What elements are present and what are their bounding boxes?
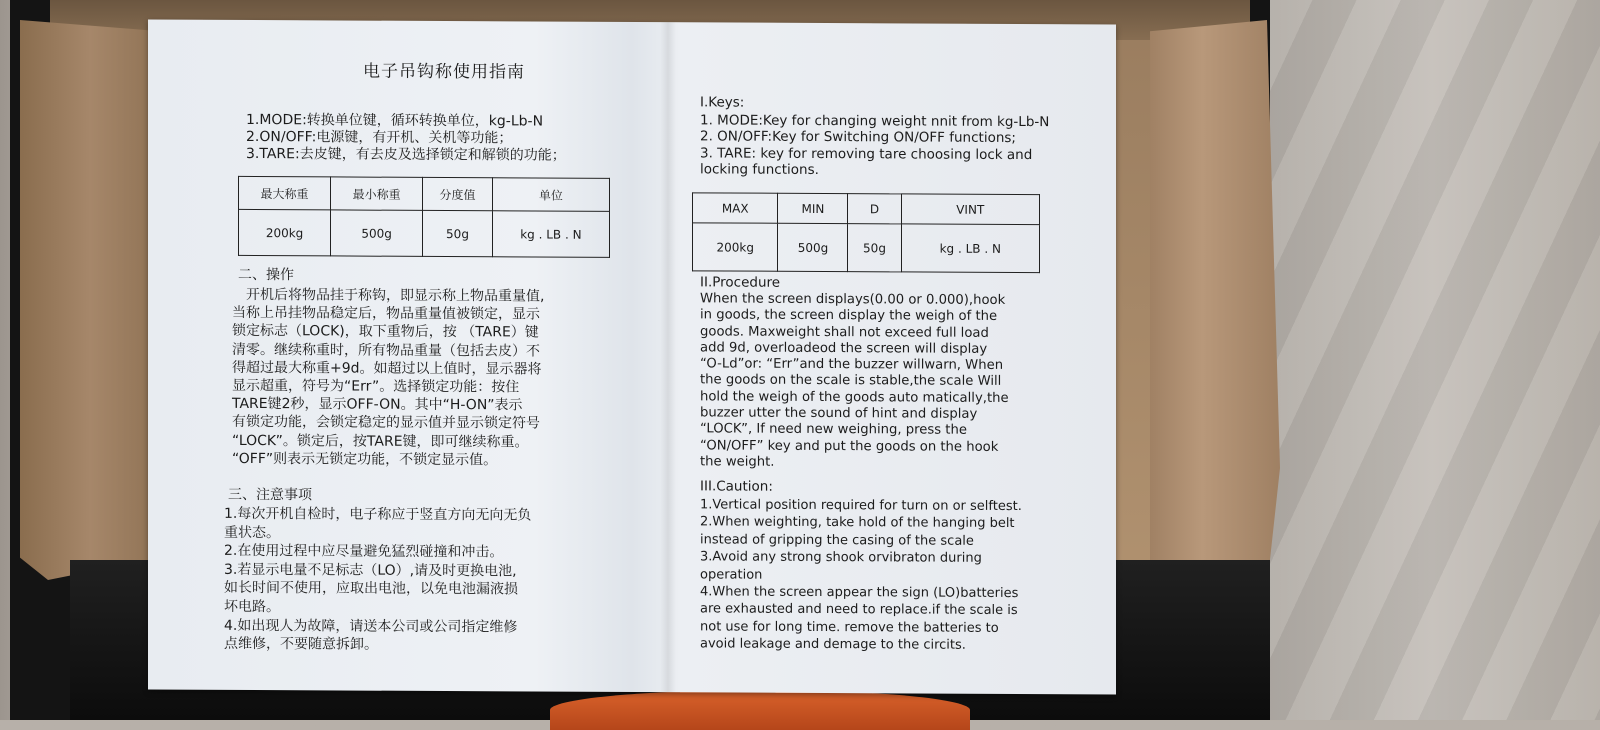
caution-line: 3.Avoid any strong shook orvibraton during bbox=[700, 549, 982, 567]
left-table-header: 单位 bbox=[492, 178, 609, 212]
procedure-line: “O-Ld”or: “Err”and the buzzer willwarn, When bbox=[700, 356, 1004, 374]
procedure-heading: II.Procedure bbox=[700, 274, 781, 291]
notes-line: 1.每次开机自检时，电子称应于竖直方向无向无负 bbox=[224, 505, 532, 524]
right-table-header: MIN bbox=[778, 193, 848, 223]
left-table-cell: 500g bbox=[331, 210, 423, 256]
operation-line: 锁定标志（LOCK)，取下重物后，按 （TARE）键 bbox=[232, 323, 539, 341]
caution-heading: III.Caution: bbox=[700, 478, 773, 495]
operation-line: 清零。继续称重时，所有物品重量（包括去皮）不 bbox=[232, 341, 540, 360]
box-right-flap bbox=[1150, 20, 1280, 580]
left-keys-list bbox=[246, 112, 566, 165]
operation-line: 有锁定功能，会锁定稳定的显示值并显示锁定符号 bbox=[232, 414, 540, 432]
right-key-line: locking functions. bbox=[700, 161, 819, 178]
procedure-line: When the screen displays(0.00 or 0.000),hook bbox=[700, 291, 1006, 308]
procedure-line: hold the weigh of the goods auto matically,the bbox=[700, 389, 1009, 406]
caution-line: instead of gripping the casing of the scale bbox=[700, 532, 974, 549]
operation-line: 得超过最大称重+9d。如超过以上值时，显示器将 bbox=[232, 359, 542, 378]
procedure-line: “ON/OFF” key and put the goods on the hook bbox=[700, 438, 999, 455]
operation-line: 显示超重，符号为“Err”。选择锁定功能：按住 bbox=[232, 377, 520, 396]
procedure-line: “LOCK”, If need new weighing, press the bbox=[700, 421, 967, 439]
right-table-cell: 50g bbox=[848, 224, 901, 272]
orange-scale-part bbox=[550, 690, 970, 730]
procedure-line: goods. Maxweight shall not exceed full load bbox=[700, 323, 989, 341]
left-table-cell: kg . LB . N bbox=[492, 211, 609, 258]
right-spec-table bbox=[692, 192, 1040, 273]
procedure-line: the goods on the scale is stable,the scale Will bbox=[700, 372, 1002, 390]
caution-line: not use for long time. remove the batteries to bbox=[700, 619, 999, 636]
operation-text bbox=[232, 286, 544, 470]
notes-line: 2.在使用过程中应尽量避免猛烈碰撞和冲击。 bbox=[224, 543, 504, 561]
procedure-line: add 9d, overloadeod the screen will display bbox=[700, 340, 988, 357]
right-table-cell: kg . LB . N bbox=[901, 224, 1039, 273]
left-table-header: 最小称重 bbox=[331, 177, 423, 210]
left-table-header: 分度值 bbox=[423, 177, 493, 210]
caution-line: avoid leakage and demage to the circits. bbox=[700, 636, 966, 653]
notes-text bbox=[224, 505, 531, 655]
operation-line: 开机后将物品挂于称钩，即显示称上物品重量值, bbox=[246, 286, 545, 305]
operation-line: “LOCK”。锁定后，按TARE键，即可继续称重。 bbox=[232, 432, 529, 451]
left-table-cell: 50g bbox=[423, 210, 493, 256]
left-page-title: 电子吊钩称使用指南 bbox=[363, 61, 525, 83]
notes-line: 4.如出现人为故障，请送本公司或公司指定维修 bbox=[224, 617, 518, 635]
left-key-line: 1.MODE:转换单位键，循环转换单位，kg-Lb-N bbox=[246, 111, 544, 130]
right-table-header: VINT bbox=[901, 194, 1039, 225]
caution-line: 4.When the screen appear the sign (LO)batteries bbox=[700, 584, 1019, 602]
procedure-line: the weight. bbox=[700, 454, 775, 470]
notes-line: 重状态。 bbox=[224, 524, 280, 541]
right-key-line: 1. MODE:Key for changing weight nnit from kg-Lb-N bbox=[700, 112, 1050, 131]
box-left-flap bbox=[20, 20, 160, 580]
right-keys-list bbox=[700, 112, 1049, 179]
left-spec-table bbox=[238, 176, 610, 258]
notes-heading: 三、注意事项 bbox=[228, 486, 312, 504]
operation-heading: 二、操作 bbox=[238, 266, 294, 284]
right-key-line: 3. TARE: key for removing tare choosing lock and bbox=[700, 144, 1033, 163]
operation-line: “OFF”则表示无锁定功能，不锁定显示值。 bbox=[232, 450, 498, 469]
caution-line: 1.Vertical position required for turn on or selftest. bbox=[700, 497, 1022, 515]
left-table-cell: 200kg bbox=[239, 209, 331, 255]
procedure-line: in goods, the screen display the weigh of the bbox=[700, 307, 998, 325]
caution-line: are exhausted and need to replace.if the scale is bbox=[700, 601, 1018, 619]
keys-heading: I.Keys: bbox=[700, 94, 745, 111]
right-table-cell: 200kg bbox=[693, 223, 778, 271]
notes-line: 如长时间不使用，应取出电池，以免电池漏液损 bbox=[224, 580, 518, 598]
left-key-line: 3.TARE:去皮键，有去皮及选择锁定和解锁的功能； bbox=[246, 145, 566, 164]
right-table-header: MAX bbox=[693, 193, 778, 223]
right-table-header: D bbox=[848, 194, 901, 224]
left-table-header: 最大称重 bbox=[239, 176, 331, 209]
procedure-text bbox=[700, 291, 1009, 472]
caution-line: operation bbox=[700, 566, 763, 583]
instruction-booklet bbox=[148, 19, 1116, 694]
right-table-cell: 500g bbox=[778, 223, 848, 271]
right-key-line: 2. ON/OFF:Key for Switching ON/OFF functions; bbox=[700, 128, 1016, 147]
caution-text bbox=[700, 496, 1022, 654]
notes-line: 坏电路。 bbox=[224, 598, 280, 616]
booklet-spine bbox=[660, 22, 676, 692]
notes-line: 点维修，不要随意拆卸。 bbox=[224, 636, 378, 653]
caution-line: 2.When weighting, take hold of the hanging belt bbox=[700, 514, 1015, 532]
operation-line: TARE键2秒，显示OFF-ON。其中“H-ON”表示 bbox=[232, 396, 523, 414]
procedure-line: buzzer utter the sound of hint and display bbox=[700, 405, 978, 422]
notes-line: 3.若显示电量不足标志（LO）,请及时更换电池, bbox=[224, 561, 517, 580]
operation-line: 当称上吊挂物品稳定后，物品重量值被锁定，显示 bbox=[232, 305, 540, 323]
left-key-line: 2.ON/OFF:电源键，有开机、关机等功能； bbox=[246, 128, 513, 147]
